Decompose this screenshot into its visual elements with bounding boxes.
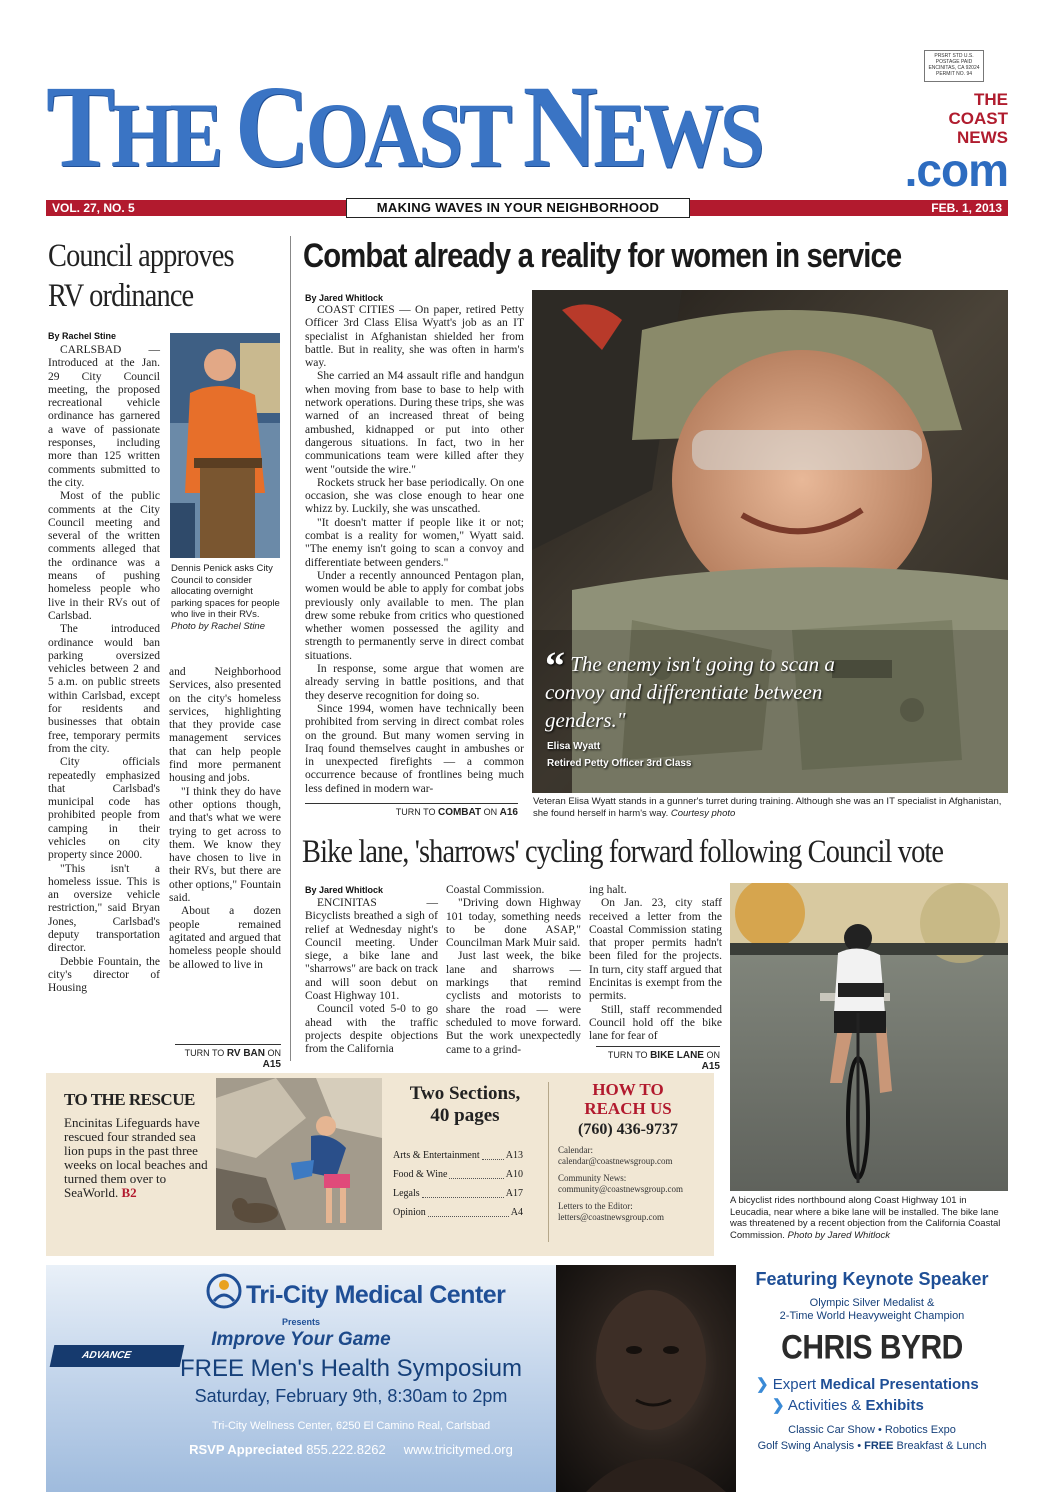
ad-event-panel: Tri-City Medical Center Presents Improve Your Game ADVANCE FREE Men's Health Symposium Saturday, February 9th, 8:30am to 2pm Tri-City Wellness Center, 6250 El Camino Real, Carlsbad RSVP Appreciated 855.222.8262 www.tricitymed.org: [46, 1265, 556, 1492]
column-divider: [290, 236, 291, 1061]
advertisement[interactable]: [46, 1265, 1008, 1492]
combat-column: COAST CITIES — On paper, retired Petty Officer 3rd Class Elisa Wyatt's job as an IT specialist in Afghanistan shielded her from battle. But in reality, she was often in harm's way. She carried an M4 assault rifle and handgun when moving from base to base to help with network operations. During these trips, she was warned of an increased threat of being ambushed, kidnapped or put into other dangerous situations. In fact, two in her communications team were killed after they went "outside the wire." Rockets struck her base periodically. On one occasion, she was close enough to hear one whizz by. Luckily, she was unscathed. "It doesn't matter if people like it or not; combat is a reality for women," Wyatt said. "The enemy isn't going to scan a convoy and differentiate between genders." Under a recently announced Pentagon plan, women would be able to apply for combat jobs previously only available to men. The plan drew some rebuke from critics who questioned whether women possessed the agility and strength to permanently serve in direct combat situations. In response, some argue that women are already serving in battle positions, and that they deserve recognition for doing so. Since 1994, women have technically been prohibited from serving in direct combat roles on the ground. But many women serving in Iraq found themselves caught in ambushes or in unexpected firefights — a common occurrence because of frontlines being much less defined in modern war-: [305, 304, 524, 795]
ad-rsvp[interactable]: RSVP Appreciated 855.222.8262 www.tricitymed.org: [189, 1442, 513, 1457]
speaker-name: CHRIS BYRD: [781, 1328, 963, 1367]
rv-byline: By Rachel Stine: [48, 331, 117, 341]
soldier-photo-caption: Veteran Elisa Wyatt stands in a gunner's turret during training. Although she was an IT specialist in Afghanistan, she found herself in harm's way. Courtesy photo: [533, 796, 1002, 819]
tagline: MAKING WAVES IN YOUR NEIGHBORHOOD: [346, 198, 690, 218]
postage-indicia: PRSRT STD U.S. POSTAGE PAID ENCINITAS, CA 92024 PERMIT NO. 94: [924, 50, 984, 82]
toc-item[interactable]: Arts & Entertainment A13: [393, 1146, 523, 1165]
bike-column-2: Coastal Commission. "Driving down Highway 101 today, something needs to be done ASAP," Councilman Mark Muir said. Just last week, the bike lane and sharrows — markings that remind cyclists and motorists to share the road — were scheduled to move forward. But the work unexpectedly came to a grind-: [446, 884, 581, 1056]
rv-column-2: and Neighborhood Services, also presented on the city's homeless services, highlighting that they provide case management services that can help people find more permanent housing and jobs. "I think they do have other options though, and that's what we were trying to get across to them. We know they have chosen to live in their RVs, but there are other options," Fountain said. About a dozen people remained agitated and argued that homeless people should be allowed to live in: [169, 666, 281, 971]
bike-headline[interactable]: Bike lane, 'sharrows' cycling forward following Council vote: [302, 834, 944, 870]
pullquote-name: Elisa Wyatt: [547, 741, 601, 752]
combat-pullquote: “ The enemy isn't going to scan a convoy and differentiate between genders.": [545, 643, 835, 732]
masthead-title: THE COAST NEWS: [46, 61, 761, 192]
rescue-page-ref[interactable]: B2: [121, 1185, 137, 1200]
toc-item[interactable]: Legals A17: [393, 1184, 523, 1203]
sea-lion-rescue-photo: [216, 1078, 382, 1230]
issue-date: FEB. 1, 2013: [931, 201, 1002, 215]
volume-number: VOL. 27, NO. 5: [52, 201, 135, 215]
ad-slogan: Improve Your Game: [211, 1329, 391, 1350]
promo-divider: [548, 1082, 549, 1242]
combat-jump-link[interactable]: TURN TO COMBAT ON A16: [305, 803, 518, 818]
website-logo[interactable]: THE COAST NEWS .com: [904, 90, 1008, 196]
quote-mark-icon: “: [545, 643, 565, 688]
bicyclist-photo-caption: A bicyclist rides northbound along Coast Highway 101 in Leucadia, near where a bike lane will be installed. The bike lane was threatened by a recent objection from the California Coastal Commission. Photo by Jared Whitlock: [730, 1195, 1001, 1241]
ad-event-name: FREE Men's Health Symposium: [179, 1355, 523, 1382]
sections-count: Two Sections, 40 pages: [409, 1083, 521, 1126]
bicyclist-photo: [730, 883, 1008, 1191]
rv-photo: [170, 333, 280, 558]
tri-city-logo-icon: [206, 1273, 242, 1309]
pullquote-title: Retired Petty Officer 3rd Class: [547, 758, 692, 769]
bike-jump-link[interactable]: TURN TO BIKE LANE ON A15: [596, 1046, 720, 1072]
contact-info: HOW TO REACH US (760) 436-9737 Calendar: calendar@coastnewsgroup.com Community News: community@coastnewsgroup.com Letters to the Editor: letters@coastnewsgroup.com: [558, 1080, 698, 1229]
ad-venue: Tri-City Wellness Center, 6250 El Camino Real, Carlsbad: [211, 1420, 491, 1432]
speaker-photo: [556, 1265, 736, 1492]
rv-column-1: CARLSBAD — Introduced at the Jan. 29 City Council meeting, the proposed recreational vehicle ordinance has garnered a wave of passionate responses, including more than 125 written comments submitted to the city. Most of the public comments at the City Council meeting and several of the written comments alleged that the ordinance was a means of pushing homeless people who live in their RVs out of Carlsbad. The introduced ordinance would ban parking oversized vehicles between 2 and 5 a.m. on public streets within Carlsbad, except for residents and businesses that obtain free, temporary permits from the city. City officials repeatedly emphasized that Carlsbad's municipal code has prohibited people from camping in their vehicles on city property since 2000. "This isn't a homeless issue. This is an oversize vehicle restriction," said Bryan Jones, Carlsbad's deputy transportation director. Debbie Fountain, the city's director of Housing: [48, 344, 160, 995]
community-email-link[interactable]: community@coastnewsgroup.com: [558, 1184, 684, 1194]
chevron-right-icon: ❯: [772, 1397, 785, 1414]
bike-column-3: ing halt. On Jan. 23, city staff received a letter from the Coastal Commission stating that proper permits hadn't been filed for the projects. In turn, city staff argued that Encinitas is exempt from the permits. Still, staff recommended Council hold off the bike lane for fear of: [589, 884, 722, 1043]
ad-speaker-panel: Featuring Keynote Speaker Olympic Silver Medalist & 2-Time World Heavyweight Champion CHRIS BYRD ❯ Expert Medical Presentations ❯ Activities & Exhibits Classic Car Show • Robotics Expo Golf Swing Analysis • FREE Breakfast & Lunch: [736, 1265, 1008, 1492]
calendar-email-link[interactable]: calendar@coastnewsgroup.com: [558, 1156, 673, 1166]
rv-headline[interactable]: Council approves RV ordinance: [48, 238, 234, 314]
rv-jump-link[interactable]: TURN TO RV BAN ON A15: [175, 1044, 281, 1070]
phone-number[interactable]: (760) 436-9737: [578, 1121, 678, 1138]
ad-event-date: Saturday, February 9th, 8:30am to 2pm: [194, 1386, 508, 1406]
ad-brand: Tri-City Medical Center: [246, 1281, 506, 1309]
advance-badge: ADVANCE: [50, 1345, 185, 1367]
toc-item[interactable]: Food & Wine A10: [393, 1165, 523, 1184]
rescue-teaser: Encinitas Lifeguards have rescued four stranded sea lion pups in the past three weeks on local beaches and turned them over to SeaWorld. B2: [64, 1115, 208, 1200]
rv-photo-caption: Dennis Penick asks City Council to consider allocating overnight parking spaces for people who live in their RVs. Photo by Rachel Stine: [171, 563, 280, 632]
table-of-contents: [393, 1146, 523, 1222]
letters-email-link[interactable]: letters@coastnewsgroup.com: [558, 1212, 665, 1222]
toc-item[interactable]: Opinion A4: [393, 1203, 523, 1222]
rescue-title[interactable]: TO THE RESCUE: [64, 1090, 195, 1109]
chevron-right-icon: ❯: [756, 1376, 769, 1393]
bike-column-1: ENCINITAS — Bicyclists breathed a sigh of relief at Wednesday night's Council meeting. Under siege, a bike lane and "sharrows" are back on track and will soon debut on Coast Highway 101. Council voted 5-0 to go ahead with the traffic projects despite objections from the California: [305, 897, 438, 1056]
combat-headline[interactable]: Combat already a reality for women in service: [303, 237, 902, 275]
bike-byline: By Jared Whitlock: [305, 885, 384, 895]
combat-byline: By Jared Whitlock: [305, 293, 384, 303]
